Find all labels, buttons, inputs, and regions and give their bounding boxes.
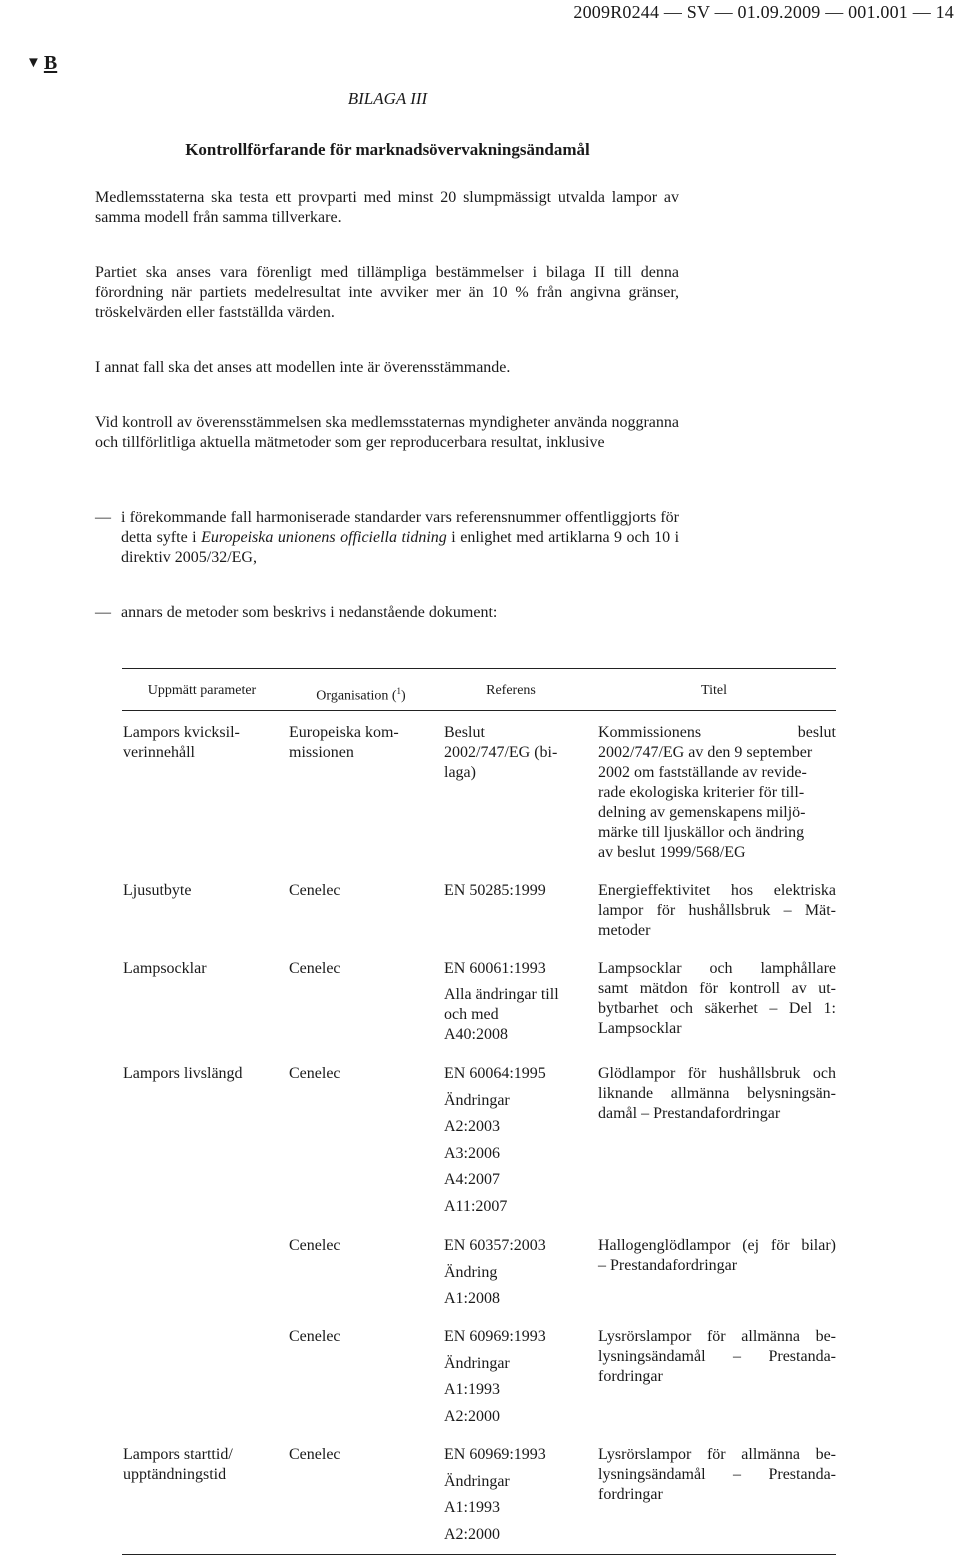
table-row-3-title: Lampsocklar och lamphållare samt mätdon för kontroll av ut- bytbarhet och säkerhet – Del 1: Lampsocklar — [598, 960, 836, 1037]
column-header-parameter: Uppmätt parameter — [147, 683, 257, 698]
list-item-other-methods — [95, 603, 679, 623]
table-top-rule — [122, 668, 836, 669]
table-row-2-reference: EN 50285:1999 — [444, 882, 546, 899]
triangle-down-icon: ▼ — [26, 55, 41, 71]
table-row-2-title: Energieffektivitet hos elektriska lampor för hushållsbruk – Mät- metoder — [598, 882, 836, 939]
table-row-1-parameter: Lampors kvicksil- verinnehåll — [123, 724, 240, 761]
table-row-7-reference: EN 60969:1993 Ändringar A1:1993 A2:2000 — [444, 1446, 546, 1543]
list-item-harmonised-standards — [95, 508, 679, 568]
table-row-7-parameter: Lampors starttid/ upptändningstid — [123, 1446, 233, 1483]
footnote-ref: 1 — [396, 686, 402, 696]
table-row-3-organisation: Cenelec — [289, 960, 341, 977]
paragraph-sample: Medlemsstaterna ska testa ett provparti med minst 20 slumpmässigt utvalda lampor av samma modell från samma tillverkare. — [95, 189, 679, 226]
table-row-6-organisation: Cenelec — [289, 1328, 341, 1345]
running-header: 2009R0244 — SV — 01.09.2009 — 001.001 — 14 — [573, 2, 954, 22]
paragraph-otherwise: I annat fall ska det anses att modellen inte är överensstämmande. — [95, 359, 511, 376]
table-row-6-reference: EN 60969:1993 Ändringar A1:1993 A2:2000 — [444, 1328, 546, 1425]
dash-bullet: — — [95, 604, 111, 621]
table-row-6-title: Lysrörslampor för allmänna be- lysningsändamål – Prestanda- fordringar — [598, 1328, 836, 1385]
column-header-reference: Referens — [486, 683, 536, 698]
amendment-marker-label: B — [43, 52, 58, 74]
table-row-3-reference: EN 60061:1993 Alla ändringar till och med A40:2008 — [444, 960, 559, 1043]
list-item-text: annars de metoder som beskrivs i nedanstående dokument: — [121, 604, 498, 621]
table-row-7-title: Lysrörslampor för allmänna be- lysningsändamål – Prestanda- fordringar — [598, 1446, 836, 1503]
dash-bullet: — — [95, 509, 111, 526]
column-header-title: Titel — [701, 683, 727, 698]
list-item-text: i förekommande fall harmoniserade standarder vars referensnummer offentliggjorts för detta syfte i Europeiska unionens officiella tidning i enlighet med artiklarna 9 och 10 i direktiv 2005/32/EG, — [121, 509, 680, 566]
amendment-marker — [26, 51, 57, 75]
table-row-5-title: Hallogenglödlampor (ej för bilar) – Prestandafordringar — [598, 1237, 836, 1274]
column-header-organisation: Organisation ($^1$) — [316, 686, 406, 704]
table-row-1-reference: Beslut 2002/747/EG (bi- laga) — [444, 724, 558, 781]
table-bottom-rule — [122, 1554, 836, 1555]
annex-label: BILAGA III — [347, 89, 428, 108]
table-row-4-organisation: Cenelec — [289, 1065, 341, 1082]
table-row-4-parameter: Lampors livslängd — [123, 1065, 243, 1082]
table-row-7-organisation: Cenelec — [289, 1446, 341, 1463]
table-row-5-organisation: Cenelec — [289, 1237, 341, 1254]
table-row-2-organisation: Cenelec — [289, 882, 341, 899]
journal-title: Europeiska unionens officiella tidning — [201, 529, 447, 546]
paragraph-conformity: Partiet ska anses vara förenligt med tillämpliga bestämmelser i bilaga II till denna förordning när partiets medelresultat inte avviker mer än 10 % från angivna gränser, tröskelvärden eller fastställda värden. — [95, 264, 679, 321]
table-row-3-parameter: Lampsocklar — [123, 960, 207, 977]
table-row-1-title: Kommissionens beslut 2002/747/EG av den 9 september 2002 om fastställande av revide- rade ekologiska kriterier för till- delning av gemenskapens miljö- märke till ljuskällor och ändring av beslut 1999/568/EG — [598, 724, 836, 861]
table-row-4-title: Glödlampor för hushållsbruk och liknande allmänna belysningsän- damål – Prestandafordringar — [598, 1065, 836, 1122]
table-header-rule — [122, 710, 836, 711]
paragraph-methods: Vid kontroll av överensstämmelsen ska medlemsstaternas myndigheter använda noggranna och tillförlitliga aktuella mätmetoder som ger reproducerbara resultat, inklusive — [95, 414, 679, 451]
table-row-1-organisation: Europeiska kom- missionen — [289, 724, 399, 761]
table-row-2-parameter: Ljusutbyte — [123, 882, 192, 899]
table-row-5-reference: EN 60357:2003 Ändring A1:2008 — [444, 1237, 546, 1308]
table-row-4-reference: EN 60064:1995 Ändringar A2:2003 A3:2006 A4:2007 A11:2007 — [444, 1065, 546, 1215]
annex-title: Kontrollförfarande för marknadsövervakningsändamål — [185, 140, 590, 159]
